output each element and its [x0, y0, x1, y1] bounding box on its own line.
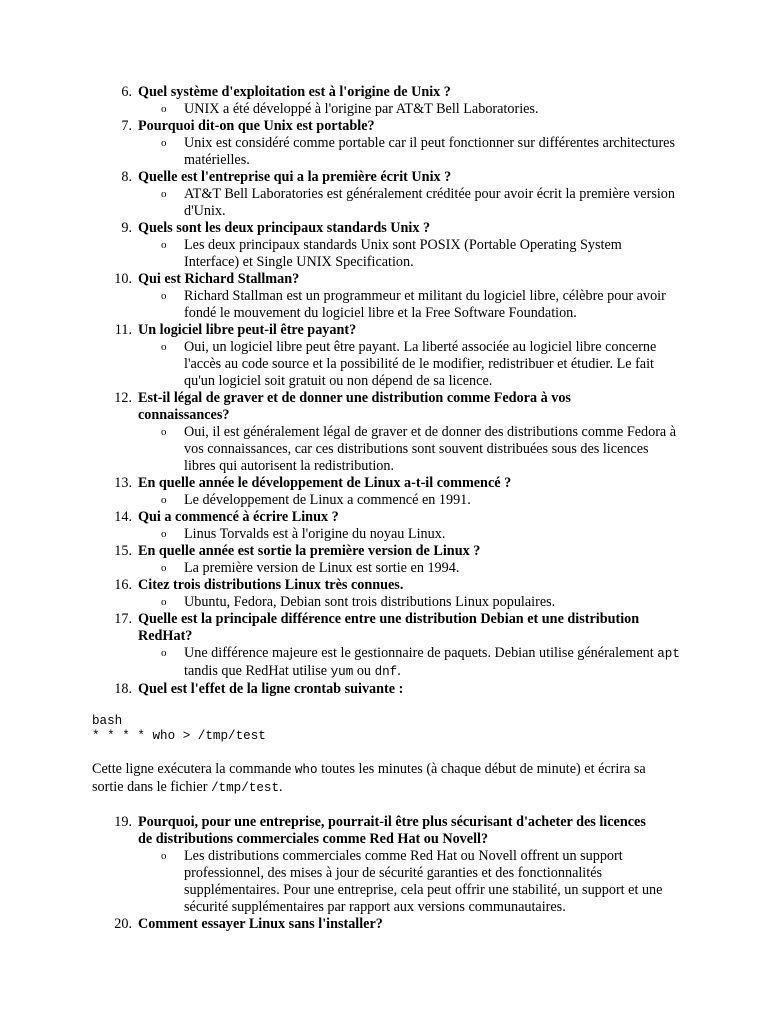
question-text: Pourquoi dit-on que Unix est portable?: [138, 118, 375, 134]
bullet-icon: o: [161, 562, 167, 574]
question-text: Est-il légal de graver et de donner une distribution comme Fedora à vos connaissances?: [138, 390, 571, 423]
answer-item: [0, 645, 768, 681]
question-text: En quelle année le développement de Linux a-t-il commencé ?: [138, 475, 512, 491]
code-block: [92, 714, 768, 744]
answer-text: Le développement de Linux a commencé en 1991.: [184, 492, 471, 508]
answer-text: UNIX a été développé à l'origine par AT&T Bell Laboratories.: [184, 101, 539, 117]
question-text: Quel système d'exploitation est à l'origine de Unix ?: [138, 84, 451, 100]
question-text: Un logiciel libre peut-il être payant?: [138, 322, 357, 338]
question-item: [0, 611, 768, 645]
answer-item: [0, 135, 768, 169]
question-item: [0, 543, 768, 560]
answer-item: [0, 594, 768, 611]
question-item: [0, 390, 768, 424]
bullet-icon: o: [161, 137, 167, 149]
answer-text: AT&T Bell Laboratories est généralement créditée pour avoir écrit la première version d'Unix.: [184, 186, 675, 219]
question-number: 10.: [114, 271, 132, 287]
code-language: bash: [92, 714, 123, 728]
question-number: 17.: [114, 611, 132, 627]
inline-code: yum: [330, 665, 354, 679]
bullet-icon: o: [161, 647, 167, 659]
answer-item: [0, 848, 768, 916]
question-number: 16.: [114, 577, 132, 593]
bullet-icon: o: [161, 596, 167, 608]
answer-item: [0, 186, 768, 220]
question-item: [0, 681, 768, 698]
bullet-icon: o: [161, 103, 167, 115]
explanation-paragraph: Cette ligne exécutera la commande who toutes les minutes (à chaque début de minute) et écrira sa sortie dans le fichier /tmp/test.: [92, 761, 646, 795]
question-number: 6.: [121, 84, 132, 100]
answer-text: Une différence majeure est le gestionnaire de paquets. Debian utilise généralement apt tandis que RedHat utilise yum ou dnf.: [184, 645, 680, 679]
answer-text: Oui, un logiciel libre peut être payant. La liberté associée au logiciel libre concerne l'accès au code source et la possibilité de le modifier, redistribuer et étudier. Le fait qu'un logiciel soit gratuit ou non dépend de sa licence.: [184, 339, 657, 389]
question-number: 18.: [114, 681, 132, 697]
question-number: 19.: [114, 814, 132, 830]
question-text: Quels sont les deux principaux standards Unix ?: [138, 220, 431, 236]
question-text: En quelle année est sortie la première version de Linux ?: [138, 543, 481, 559]
inline-code: apt: [657, 647, 680, 661]
question-item: [0, 322, 768, 339]
answer-text: Les deux principaux standards Unix sont POSIX (Portable Operating System Interface) et Single UNIX Specification.: [184, 237, 622, 270]
answer-item: [0, 339, 768, 390]
answer-text: Richard Stallman est un programmeur et militant du logiciel libre, célèbre pour avoir fondé le mouvement du logiciel libre et la Free Software Foundation.: [184, 288, 666, 321]
answer-item: [0, 492, 768, 509]
bullet-icon: o: [161, 426, 167, 438]
bullet-icon: o: [161, 188, 167, 200]
bullet-icon: o: [161, 850, 167, 862]
question-number: 9.: [121, 220, 132, 236]
question-text: Qui est Richard Stallman?: [138, 271, 300, 287]
answer-item: [0, 526, 768, 543]
question-number: 14.: [114, 509, 132, 525]
inline-code: dnf: [374, 665, 398, 679]
question-item: [0, 916, 768, 933]
question-number: 7.: [121, 118, 132, 134]
question-text: Quel est l'effet de la ligne crontab suivante :: [138, 681, 404, 697]
code-line: * * * * who > /tmp/test: [92, 729, 266, 743]
answer-text: Unix est considéré comme portable car il peut fonctionner sur différentes architectures matérielles.: [184, 135, 675, 168]
bullet-icon: o: [161, 494, 167, 506]
question-number: 11.: [114, 322, 132, 338]
answer-text: Oui, il est généralement légal de graver et de donner des distributions comme Fedora à vos connaissances, car ces distributions sont souvent distribuées sous des licences libres qui autorisent la redistribution.: [184, 424, 677, 474]
answer-item: [0, 424, 768, 475]
answer-item: [0, 237, 768, 271]
bullet-icon: o: [161, 239, 167, 251]
question-number: 12.: [114, 390, 132, 406]
question-item: [0, 814, 768, 848]
question-text: Comment essayer Linux sans l'installer?: [138, 916, 383, 932]
bullet-icon: o: [161, 341, 167, 353]
question-item: [0, 220, 768, 237]
bullet-icon: o: [161, 290, 167, 302]
answer-text: Linus Torvalds est à l'origine du noyau Linux.: [184, 526, 446, 542]
question-number: 13.: [114, 475, 132, 491]
question-number: 8.: [121, 169, 132, 185]
question-text: Quelle est l'entreprise qui a la première écrit Unix ?: [138, 169, 452, 185]
question-number: 20.: [114, 916, 132, 932]
answer-item: [0, 101, 768, 118]
answer-item: [0, 288, 768, 322]
question-text: Quelle est la principale différence entre une distribution Debian et une distribution RedHat?: [138, 611, 640, 644]
bullet-icon: o: [161, 528, 167, 540]
question-text: Citez trois distributions Linux très connues.: [138, 577, 404, 593]
document-page: [0, 84, 768, 933]
question-number: 15.: [114, 543, 132, 559]
question-text: Qui a commencé à écrire Linux ?: [138, 509, 339, 525]
question-item: [0, 475, 768, 492]
question-item: [0, 118, 768, 135]
question-item: [0, 509, 768, 526]
question-item: [0, 271, 768, 288]
answer-text: Ubuntu, Fedora, Debian sont trois distributions Linux populaires.: [184, 594, 556, 610]
answer-item: [0, 560, 768, 577]
question-text: Pourquoi, pour une entreprise, pourrait-il être plus sécurisant d'acheter des licences de distributions commerciales comme Red Hat ou Novell?: [138, 814, 646, 847]
answer-text: Les distributions commerciales comme Red Hat ou Novell offrent un support professionnel, des mises à jour de sécurité garanties et des fonctionnalités supplémentaires. Pour une entreprise, cela peut offrir une stabilité, un support et une sécurité supplémentaires par rapport aux versions communautaires.: [184, 848, 663, 915]
question-list: [0, 84, 768, 611]
answer-text: La première version de Linux est sortie en 1994.: [184, 560, 460, 576]
question-item: [0, 577, 768, 594]
inline-code: who: [294, 763, 318, 777]
question-item: [0, 169, 768, 186]
question-item: [0, 84, 768, 101]
inline-code: /tmp/test: [210, 781, 280, 795]
